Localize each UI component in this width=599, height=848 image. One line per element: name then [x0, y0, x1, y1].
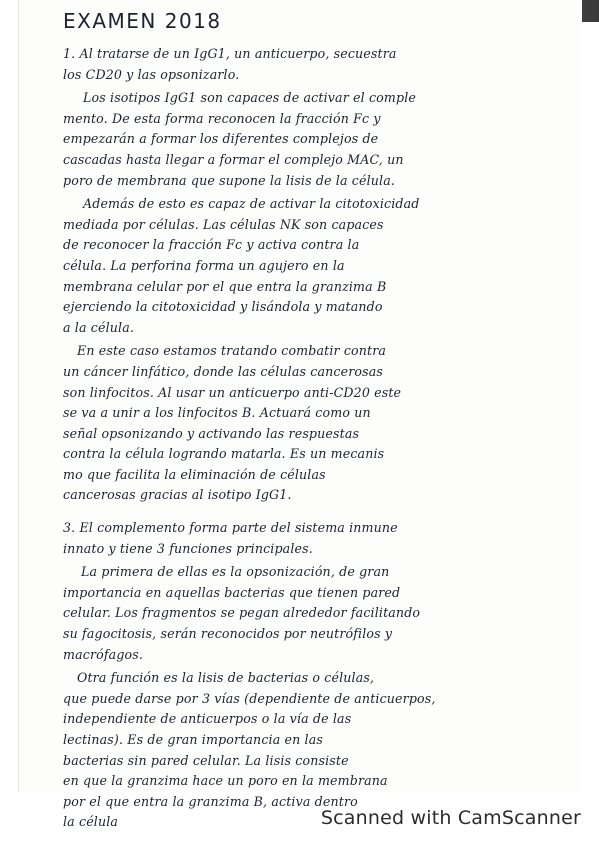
- answer-1-line: de reconocer la fracción Fc y activa contra la: [63, 237, 360, 253]
- exam-title: EXAMEN 2018: [63, 9, 222, 33]
- answer-1-line: a la célula.: [63, 319, 135, 335]
- answer-3-line: bacterias sin pared celular. La lisis consiste: [63, 752, 349, 768]
- answer-3-line: su fagocitosis, serán reconocidos por neutrófilos y: [63, 626, 393, 642]
- answer-1-line: Los isotipos IgG1 son capaces de activar el comple: [83, 90, 416, 106]
- answer-1-line: contra la célula logrando matarla. Es un mecanis: [63, 446, 385, 462]
- answer-3-line: macrófagos.: [63, 646, 144, 662]
- answer-1-line: En este caso estamos tratando combatir contra: [77, 343, 387, 359]
- answer-1-line: mo que facilita la eliminación de células: [63, 466, 326, 482]
- answer-1-line: mento. De esta forma reconocen la fracción Fc y: [63, 110, 381, 126]
- answer-1-line: célula. La perforina forma un agujero en la: [63, 257, 345, 273]
- answer-1-line: señal opsonizando y activando las respuestas: [63, 425, 360, 441]
- answer-3-line: 3. El complemento forma parte del sistema inmune: [63, 520, 398, 536]
- answer-1-line: cancerosas gracias al isotipo IgG1.: [63, 487, 292, 503]
- handwritten-text-block: [63, 6, 588, 833]
- answer-3-line: en que la granzima hace un poro en la membrana: [63, 773, 388, 789]
- answer-1-line: mediada por células. Las células NK son capaces: [63, 216, 384, 232]
- answer-3-line: independiente de anticuerpos o la vía de las: [63, 711, 352, 727]
- answer-3-line: celular. Los fragmentos se pegan alrededor facilitando: [63, 605, 421, 621]
- answer-3-line: la célula: [63, 814, 119, 830]
- answer-1-line: se va a unir a los linfocitos B. Actuará como un: [63, 405, 371, 421]
- answer-1-line: poro de membrana que supone la lisis de la célula.: [63, 172, 396, 188]
- answer-3-line: por el que entra la granzima B, activa dentro: [63, 793, 358, 809]
- answer-3-line: innato y tiene 3 funciones principales.: [63, 540, 313, 556]
- answer-1-line: membrana celular por el que entra la granzima B: [63, 278, 387, 294]
- answer-1-line: Además de esto es capaz de activar la citotoxicidad: [83, 196, 420, 212]
- answer-1-line: son linfocitos. Al usar un anticuerpo anti-CD20 este: [63, 384, 402, 400]
- answer-1-line: cascadas hasta llegar a formar el complejo MAC, un: [63, 151, 404, 167]
- answer-1-line: 1. Al tratarse de un IgG1, un anticuerpo, secuestra: [63, 46, 397, 61]
- answer-3-line: La primera de ellas es la opsonización, de gran: [81, 564, 390, 580]
- answer-1-line: ejerciendo la citotoxicidad y lisándola y matando: [63, 299, 383, 315]
- answer-3-line: importancia en aquellas bacterias que tienen pared: [63, 584, 401, 600]
- answer-1-line: los CD20 y las opsonizarlo.: [63, 66, 240, 82]
- answer-3-line: Otra función es la lisis de bacterias o células,: [77, 670, 375, 686]
- answer-1-line: empezarán a formar los diferentes complejos de: [63, 131, 379, 147]
- answer-3-line: que puede darse por 3 vías (dependiente de anticuerpos,: [63, 690, 436, 706]
- answer-3-line: lectinas). Es de gran importancia en las: [63, 732, 323, 747]
- camscanner-watermark: Scanned with CamScanner: [320, 807, 581, 829]
- answer-1-line: un cáncer linfático, donde las células cancerosas: [63, 363, 383, 379]
